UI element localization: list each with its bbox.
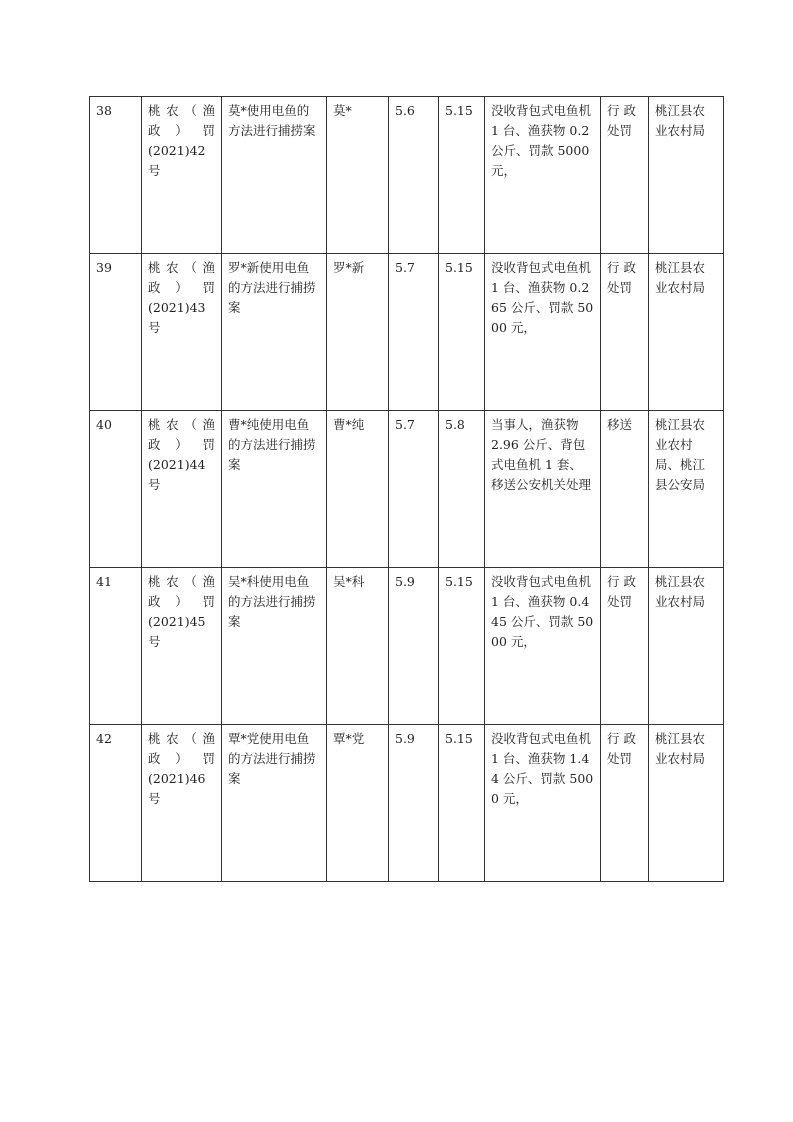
action-type: 行 政 处罚 [601,254,649,411]
decision-date: 5.15 [439,254,485,411]
document-number-line: 桃农（渔 [148,260,215,275]
party-name: 覃*党 [327,725,389,882]
authority: 桃江县农业农村局 [649,254,724,411]
penalty-result: 没收背包式电鱼机 1 台、渔获物 1.44 公斤、罚款 5000 元， [485,725,601,882]
case-name: 覃*党使用电鱼的方法进行捕捞案 [222,725,327,882]
document-number [142,411,222,568]
case-date: 5.7 [389,254,439,411]
document-number-line: 政）罚 [148,594,215,609]
party-name: 曹*纯 [327,411,389,568]
table-row [90,254,724,411]
document-number-line: 号 [148,163,161,178]
case-date: 5.7 [389,411,439,568]
case-date: 5.9 [389,568,439,725]
document-number-line: (2021)45 [148,614,206,629]
action-type: 行 政 处罚 [601,97,649,254]
row-number: 38 [90,97,142,254]
table-row [90,568,724,725]
document-number-line: 桃农（渔 [148,103,215,118]
document-number-line: 号 [148,634,161,649]
case-name: 罗*新使用电鱼的方法进行捕捞案 [222,254,327,411]
document-number-line: (2021)44 [148,457,206,472]
document-number-line: 政）罚 [148,123,215,138]
document-number-line: 桃农（渔 [148,417,215,432]
document-number-line: 号 [148,791,161,806]
penalty-result: 没收背包式电鱼机 1 台、渔获物 0.445 公斤、罚款 5000 元， [485,568,601,725]
table-row [90,97,724,254]
penalty-result: 没收背包式电鱼机 1 台、渔获物 0.265 公斤、罚款 5000 元， [485,254,601,411]
row-number: 42 [90,725,142,882]
document-number-line: 号 [148,320,161,335]
row-number: 41 [90,568,142,725]
action-type: 行 政 处罚 [601,568,649,725]
penalty-result: 当事人，渔获物 2.96 公斤、背包式电鱼机 1 套、移送公安机关处理 [485,411,601,568]
party-name: 罗*新 [327,254,389,411]
case-name: 莫*使用电鱼的方法进行捕捞案 [222,97,327,254]
document-number-line: 政）罚 [148,437,215,452]
table-row [90,725,724,882]
case-date: 5.9 [389,725,439,882]
action-type: 行 政 处罚 [601,725,649,882]
decision-date: 5.15 [439,97,485,254]
document-number [142,97,222,254]
document-number-line: 桃农（渔 [148,574,215,589]
authority: 桃江县农业农村局 [649,97,724,254]
party-name: 吴*科 [327,568,389,725]
document-number-line: 政）罚 [148,280,215,295]
case-date: 5.6 [389,97,439,254]
document-number [142,725,222,882]
row-number: 40 [90,411,142,568]
document-number-line: (2021)42 [148,143,206,158]
document-number-line: (2021)43 [148,300,206,315]
row-number: 39 [90,254,142,411]
party-name: 莫* [327,97,389,254]
case-name: 吴*科使用电鱼的方法进行捕捞案 [222,568,327,725]
action-type: 移送 [601,411,649,568]
penalty-result: 没收背包式电鱼机 1 台、渔获物 0.2 公斤、罚款 5000 元， [485,97,601,254]
decision-date: 5.15 [439,568,485,725]
decision-date: 5.8 [439,411,485,568]
authority: 桃江县农业农村局 [649,725,724,882]
document-number-line: 政）罚 [148,751,215,766]
authority: 桃江县农业农村局、桃江县公安局 [649,411,724,568]
table-row [90,411,724,568]
document-number [142,568,222,725]
case-name: 曹*纯使用电鱼的方法进行捕捞案 [222,411,327,568]
document-number-line: (2021)46 [148,771,206,786]
penalty-table [89,96,724,882]
authority: 桃江县农业农村局 [649,568,724,725]
document-number-line: 号 [148,477,161,492]
document-number [142,254,222,411]
document-number-line: 桃农（渔 [148,731,215,746]
decision-date: 5.15 [439,725,485,882]
